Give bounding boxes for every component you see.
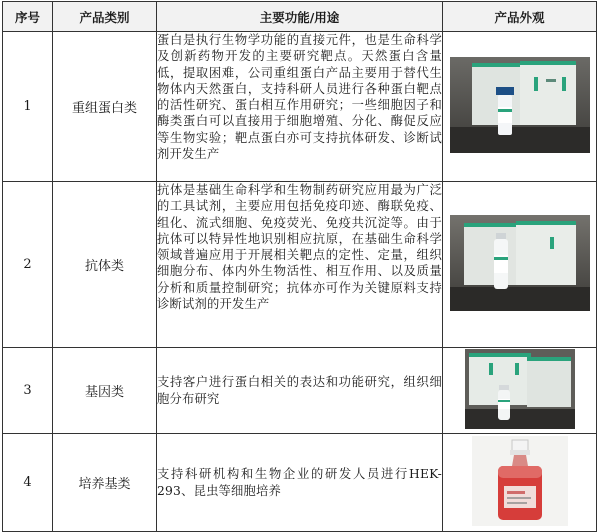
antibody-tube-photo xyxy=(450,215,590,311)
row-description: 支持客户进行蛋白相关的表达和功能研究，组织细胞分布研究 xyxy=(157,348,443,434)
row-description: 蛋白是执行生物学功能的直接元件，也是生命科学及创新药物开发的主要研究靶点。天然蛋白含量低，提取困难，公司重组蛋白产品主要用于替代生物体内天然蛋白，支持科研人员进行各种蛋白靶点的活性研究、蛋白相互作用研究；一些细胞因子和酶类蛋白可以直接用于细胞增殖、分化、酶促反应等生物实验；靶点蛋白亦可支持抗体研发、诊断试剂开发生产 xyxy=(157,32,443,182)
row-number: 1 xyxy=(3,32,53,182)
row-number: 3 xyxy=(3,348,53,434)
table-row xyxy=(3,32,597,182)
culture-medium-bottle-photo xyxy=(472,436,568,526)
table-row xyxy=(3,434,597,532)
protein-vial-photo xyxy=(450,57,590,153)
table-header-row xyxy=(3,2,597,32)
row-category: 重组蛋白类 xyxy=(53,32,157,182)
row-category: 培养基类 xyxy=(53,434,157,532)
header-function: 主要功能/用途 xyxy=(157,2,443,32)
gene-tube-photo xyxy=(465,349,575,429)
header-appearance: 产品外观 xyxy=(443,2,597,32)
header-no: 序号 xyxy=(3,2,53,32)
row-description: 抗体是基础生命科学和生物制药研究应用最为广泛的工具试剂，主要应用包括免疫印迹、酶联免疫、组化、流式细胞、免疫荧光、免疫共沉淀等。由于抗体可以特异性地识别相应抗原，在基础生命科学领域普遍应用于开展相关靶点的定性、定量，组织细胞分布、体内外生物活性、相互作用、以及质量分析和质量控制研究；抗体亦可作为关键原料支持诊断试剂的开发生产 xyxy=(157,182,443,348)
row-description: 支持科研机构和生物企业的研发人员进行HEK-293、昆虫等细胞培养 xyxy=(157,434,443,532)
product-table xyxy=(2,1,597,532)
row-number: 2 xyxy=(3,182,53,348)
header-category: 产品类别 xyxy=(53,2,157,32)
row-category: 抗体类 xyxy=(53,182,157,348)
table-row xyxy=(3,348,597,434)
row-category: 基因类 xyxy=(53,348,157,434)
table-row xyxy=(3,182,597,348)
row-number: 4 xyxy=(3,434,53,532)
